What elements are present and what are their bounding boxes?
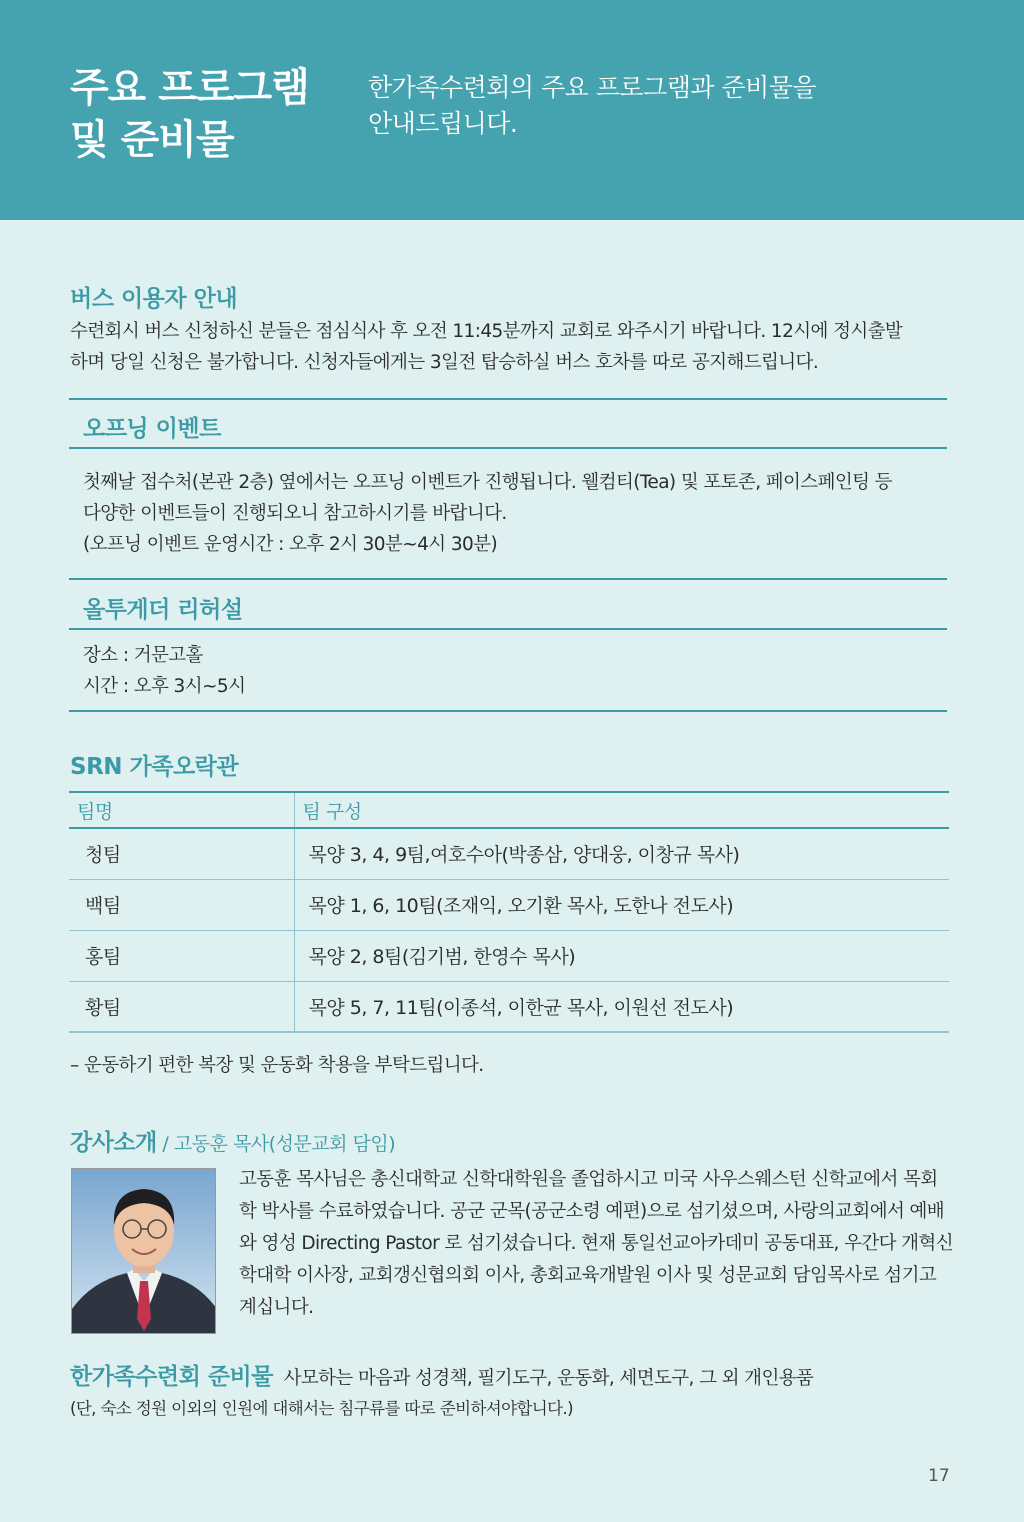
table-row bbox=[69, 828, 949, 879]
speaker-photo bbox=[71, 1168, 216, 1334]
rehearsal-place: 장소 : 거문고홀 bbox=[83, 645, 203, 666]
page-number: 17 bbox=[928, 1466, 950, 1486]
prep-items: 사모하는 마음과 성경책, 필기도구, 운동화, 세면도구, 그 외 개인용품 bbox=[283, 1368, 814, 1389]
team-members-cell: 목양 5, 7, 11팀(이종석, 이한균 목사, 이원선 전도사) bbox=[294, 981, 949, 1032]
page-title bbox=[70, 62, 309, 166]
page-description-line1: 한가족수련회의 주요 프로그램과 준비물을 bbox=[368, 73, 817, 102]
page-description bbox=[368, 70, 816, 142]
speaker-section-title: 강사소개 bbox=[70, 1130, 157, 1156]
bus-section-title: 버스 이용자 안내 bbox=[70, 286, 238, 312]
table-row bbox=[69, 930, 949, 981]
header-band bbox=[0, 0, 1024, 220]
table-row bbox=[69, 879, 949, 930]
srn-section-title: SRN 가족오락관 bbox=[70, 754, 239, 780]
team-name-cell: 청팀 bbox=[69, 828, 294, 879]
divider bbox=[69, 447, 947, 449]
speaker-bio bbox=[239, 1164, 953, 1324]
speaker-bio-line: 계십니다. bbox=[239, 1297, 314, 1318]
opening-section-text bbox=[83, 467, 892, 560]
speaker-bio-line: 학 박사를 수료하였습니다. 공군 군목(공군소령 예편)으로 섬기셨으며, 사랑의교회에서 예배 bbox=[239, 1201, 945, 1222]
bus-section-text bbox=[70, 316, 902, 378]
page-description-line2: 안내드립니다. bbox=[368, 109, 518, 138]
page-title-line1: 주요 프로그램 bbox=[70, 65, 309, 111]
speaker-bio-line: 학대학 이사장, 교회갱신협의회 이사, 총회교육개발원 이사 및 성문교회 담임목사로 섬기고 bbox=[239, 1265, 937, 1286]
team-name-cell: 황팀 bbox=[69, 981, 294, 1032]
team-name-cell: 홍팀 bbox=[69, 930, 294, 981]
divider bbox=[69, 628, 947, 630]
rehearsal-time: 시간 : 오후 3시~5시 bbox=[83, 676, 246, 697]
bus-text-line: 하며 당일 신청은 불가합니다. 신청자들에게는 3일전 탑승하실 버스 호차를 따로 공지해드립니다. bbox=[70, 352, 819, 373]
table-header-row bbox=[69, 792, 949, 828]
team-name-cell: 백팀 bbox=[69, 879, 294, 930]
speaker-portrait-image bbox=[72, 1169, 216, 1334]
speaker-bio-line: 와 영성 Directing Pastor 로 섬기셨습니다. 현재 통일선교아카데미 공동대표, 우간다 개혁신 bbox=[239, 1233, 953, 1254]
page-title-line2: 및 준비물 bbox=[70, 117, 234, 163]
column-header-team: 팀명 bbox=[69, 792, 294, 828]
team-members-cell: 목양 3, 4, 9팀,여호수아(박종삼, 양대웅, 이창규 목사) bbox=[294, 828, 949, 879]
prep-heading bbox=[70, 1358, 813, 1391]
rehearsal-section-title: 올투게더 리허설 bbox=[83, 597, 243, 623]
opening-text-line: 첫째날 접수처(본관 2층) 옆에서는 오프닝 이벤트가 진행됩니다. 웰컴티(Tea) 및 포토존, 페이스페인팅 등 bbox=[83, 472, 892, 493]
opening-text-line: (오프닝 이벤트 운영시간 : 오후 2시 30분~4시 30분) bbox=[83, 534, 498, 555]
bus-text-line: 수련회시 버스 신청하신 분들은 점심식사 후 오전 11:45분까지 교회로 와주시기 바랍니다. 12시에 정시출발 bbox=[70, 321, 903, 342]
prep-note: (단, 숙소 정원 이외의 인원에 대해서는 침구류를 따로 준비하셔야합니다.) bbox=[70, 1399, 573, 1418]
table-row bbox=[69, 981, 949, 1032]
divider bbox=[69, 398, 947, 400]
rehearsal-section-text bbox=[83, 640, 245, 702]
speaker-bio-line: 고동훈 목사님은 총신대학교 신학대학원을 졸업하시고 미국 사우스웨스턴 신학교에서 목회 bbox=[239, 1169, 938, 1190]
divider bbox=[69, 710, 947, 712]
speaker-name: / 고동훈 목사(성문교회 담임) bbox=[156, 1133, 396, 1155]
opening-text-line: 다양한 이벤트들이 진행되오니 참고하시기를 바랍니다. bbox=[83, 503, 507, 524]
prep-section-title: 한가족수련회 준비물 bbox=[70, 1364, 273, 1390]
speaker-heading bbox=[70, 1124, 395, 1157]
team-members-cell: 목양 2, 8팀(김기범, 한영수 목사) bbox=[294, 930, 949, 981]
team-members-cell: 목양 1, 6, 10팀(조재익, 오기환 목사, 도한나 전도사) bbox=[294, 879, 949, 930]
column-header-members: 팀 구성 bbox=[294, 792, 949, 828]
opening-section-title: 오프닝 이벤트 bbox=[83, 416, 221, 442]
srn-note: – 운동하기 편한 복장 및 운동화 착용을 부탁드립니다. bbox=[70, 1055, 484, 1076]
divider bbox=[69, 578, 947, 580]
team-table bbox=[69, 791, 949, 1033]
